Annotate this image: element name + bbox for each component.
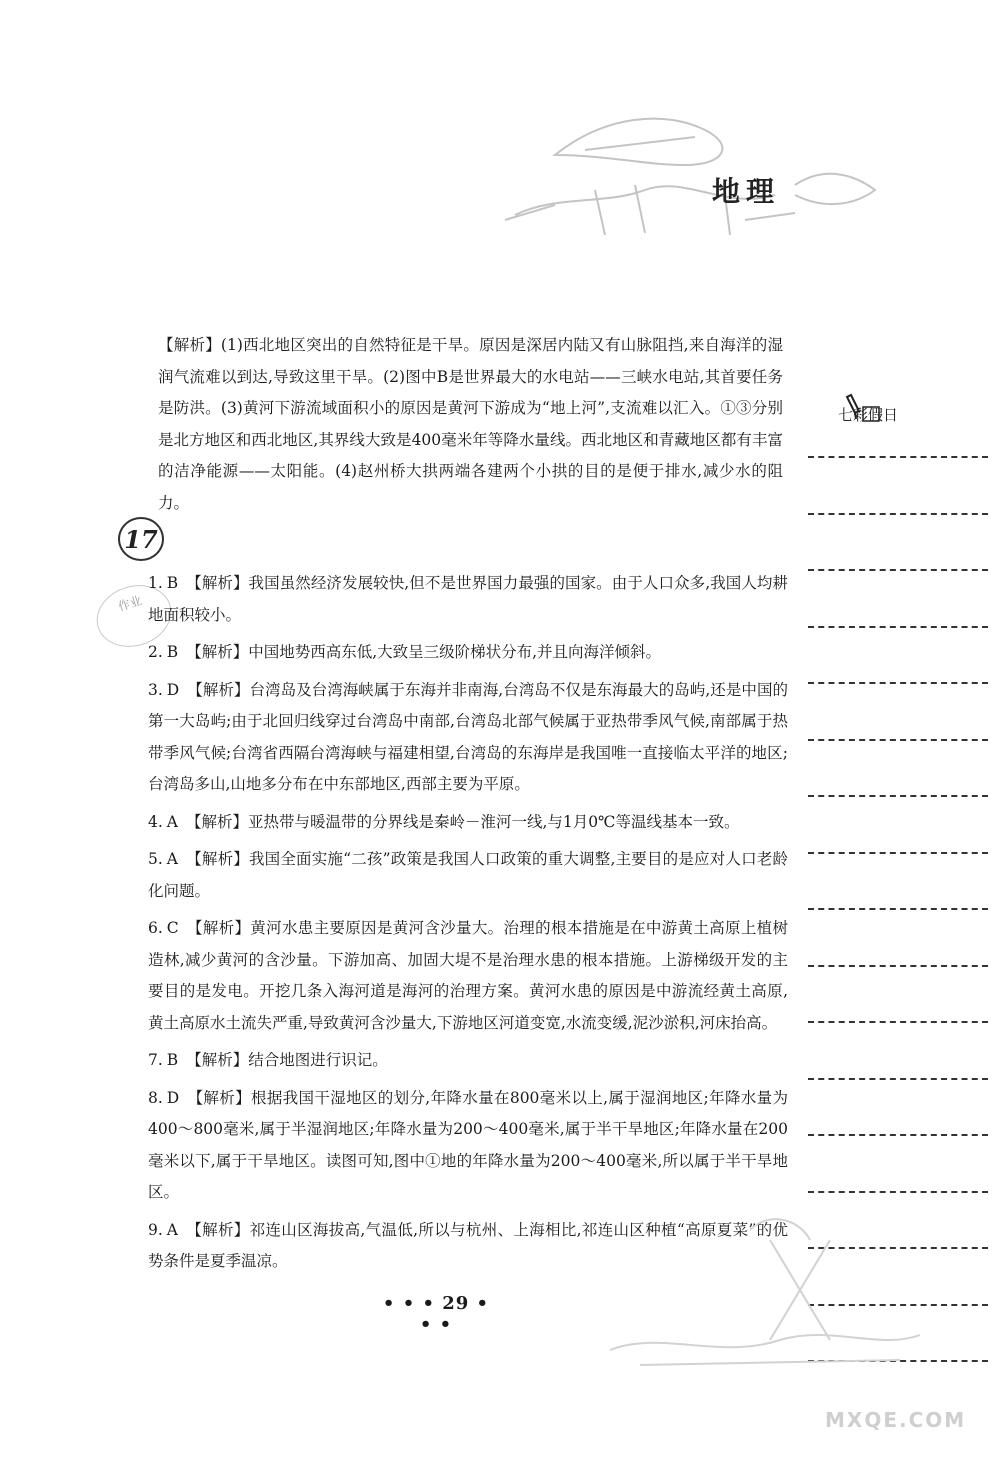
answer-explanation: 【解析】结合地图进行识记。 <box>186 1051 388 1069</box>
note-line <box>808 795 988 797</box>
note-line <box>808 1078 988 1080</box>
question-number: 1. <box>148 574 163 592</box>
question-number: 8. <box>148 1088 163 1107</box>
answer-explanation: 【解析】台湾岛及台湾海峡属于东海并非南海,台湾岛不仅是东海最大的岛屿,还是中国的第一大岛屿;由于北回归线穿过台湾岛中南部,台湾岛北部气候属于亚热带季风气候,南部属于热带季风气候;台湾省西隔台湾海峡与福建相望,台湾岛的东海岸是我国唯一直接临太平洋的地区;台湾岛多山,山地多分布在中东部地区,西部主要为平原。 <box>148 680 788 793</box>
answer-explanation: 【解析】亚热带与暖温带的分界线是秦岭－淮河一线,与1月0℃等温线基本一致。 <box>186 812 740 831</box>
note-line <box>808 852 988 854</box>
header-decoration <box>495 95 895 245</box>
intro-block <box>158 330 783 519</box>
answer-letter: B <box>166 1051 179 1069</box>
question-number: 4. <box>148 812 163 831</box>
question-number: 2. <box>148 643 163 661</box>
note-line <box>808 569 988 571</box>
answer-letter: B <box>166 643 179 661</box>
question-number: 3. <box>148 680 163 699</box>
question-number: 6. <box>148 919 163 937</box>
answer-item-8 <box>148 1083 788 1209</box>
section-number-badge: 17 <box>118 517 164 561</box>
note-line <box>808 965 988 967</box>
sidebar-title: 七彩假日 <box>838 406 899 424</box>
note-line <box>808 1134 988 1136</box>
question-number: 7. <box>148 1051 163 1069</box>
answer-item-6 <box>148 913 788 1039</box>
question-number: 5. <box>148 850 163 868</box>
note-line <box>808 908 988 910</box>
answer-letter: D <box>166 680 180 699</box>
answer-letter: C <box>166 919 179 937</box>
footer-decoration <box>600 1200 930 1390</box>
answer-explanation: 【解析】中国地势西高东低,大致呈三级阶梯状分布,并且向海洋倾斜。 <box>186 643 662 661</box>
answer-item-4 <box>148 807 788 839</box>
answer-item-1 <box>148 568 788 631</box>
note-line <box>808 1191 988 1193</box>
note-line <box>808 682 988 684</box>
site-watermark: MXQE.COM <box>825 1408 967 1432</box>
answer-explanation: 【解析】我国虽然经济发展较快,但不是世界国力最强的国家。由于人口众多,我国人均耕地面积较小。 <box>148 574 788 624</box>
answer-explanation: 【解析】黄河水患主要原因是黄河含沙量大。治理的根本措施是在中游黄土高原上植树造林,减少黄河的含沙量。下游加高、加固大堤不是治理水患的根本措施。上游梯级开发的主要目的是发电。开挖几条入海河道是海河的治理方案。黄河水患的原因是中游流经黄土高原,黄土高原水土流失严重,导致黄河含沙量大,下游地区河道变宽,水流变缓,泥沙淤积,河床抬高。 <box>148 919 788 1032</box>
subject-title: 地理 <box>712 175 781 208</box>
answer-letter: B <box>166 574 179 592</box>
answer-letter: D <box>166 1088 180 1107</box>
answer-explanation: 【解析】根据我国干湿地区的划分,年降水量在800毫米以上,属于湿润地区;年降水量为400～800毫米,属于半湿润地区;年降水量为200～400毫米,属于半干旱地区;年降水量在200毫米以下,属于干旱地区。读图可知,图中①地的年降水量为200～400毫米,所以属于半干旱地区。 <box>148 1088 788 1201</box>
answer-item-2 <box>148 637 788 669</box>
answer-letter: A <box>166 812 178 831</box>
intro-paragraph: 【解析】(1)西北地区突出的自然特征是干旱。原因是深居内陆又有山脉阻挡,来自海洋的湿润气流难以到达,导致这里干旱。(2)图中B是世界最大的水电站——三峡水电站,其首要任务是防洪。(3)黄河下游流域面积小的原因是黄河下游成为“地上河”,支流难以汇入。①③分别是北方地区和西北地区,其界线大致是400毫米年等降水量线。西北地区和青藏地区都有丰富的洁净能源——太阳能。(4)赵州桥大拱两端各建两个小拱的目的是便于排水,减少水的阻力。 <box>158 336 783 512</box>
answer-item-7 <box>148 1045 788 1077</box>
note-line <box>808 626 988 628</box>
answer-explanation: 【解析】我国全面实施“二孩”政策是我国人口政策的重大调整,主要目的是应对人口老龄化问题。 <box>148 850 788 900</box>
note-line <box>808 739 988 741</box>
answer-letter: A <box>166 1220 178 1239</box>
answer-letter: A <box>166 850 178 868</box>
answer-item-3 <box>148 675 788 801</box>
answer-explanation: 【解析】祁连山区海拔高,气温低,所以与杭州、上海相比,祁连山区种植“高原夏菜”的优势条件是夏季温凉。 <box>148 1220 788 1270</box>
homework-stamp: 作业 <box>89 576 180 657</box>
note-line <box>808 1021 988 1023</box>
note-line <box>808 513 988 515</box>
answer-list <box>148 568 788 1284</box>
note-line <box>808 456 988 458</box>
question-number: 9. <box>148 1220 163 1239</box>
answer-item-5 <box>148 844 788 907</box>
page-number: • • • 29 • • • <box>382 1293 490 1335</box>
